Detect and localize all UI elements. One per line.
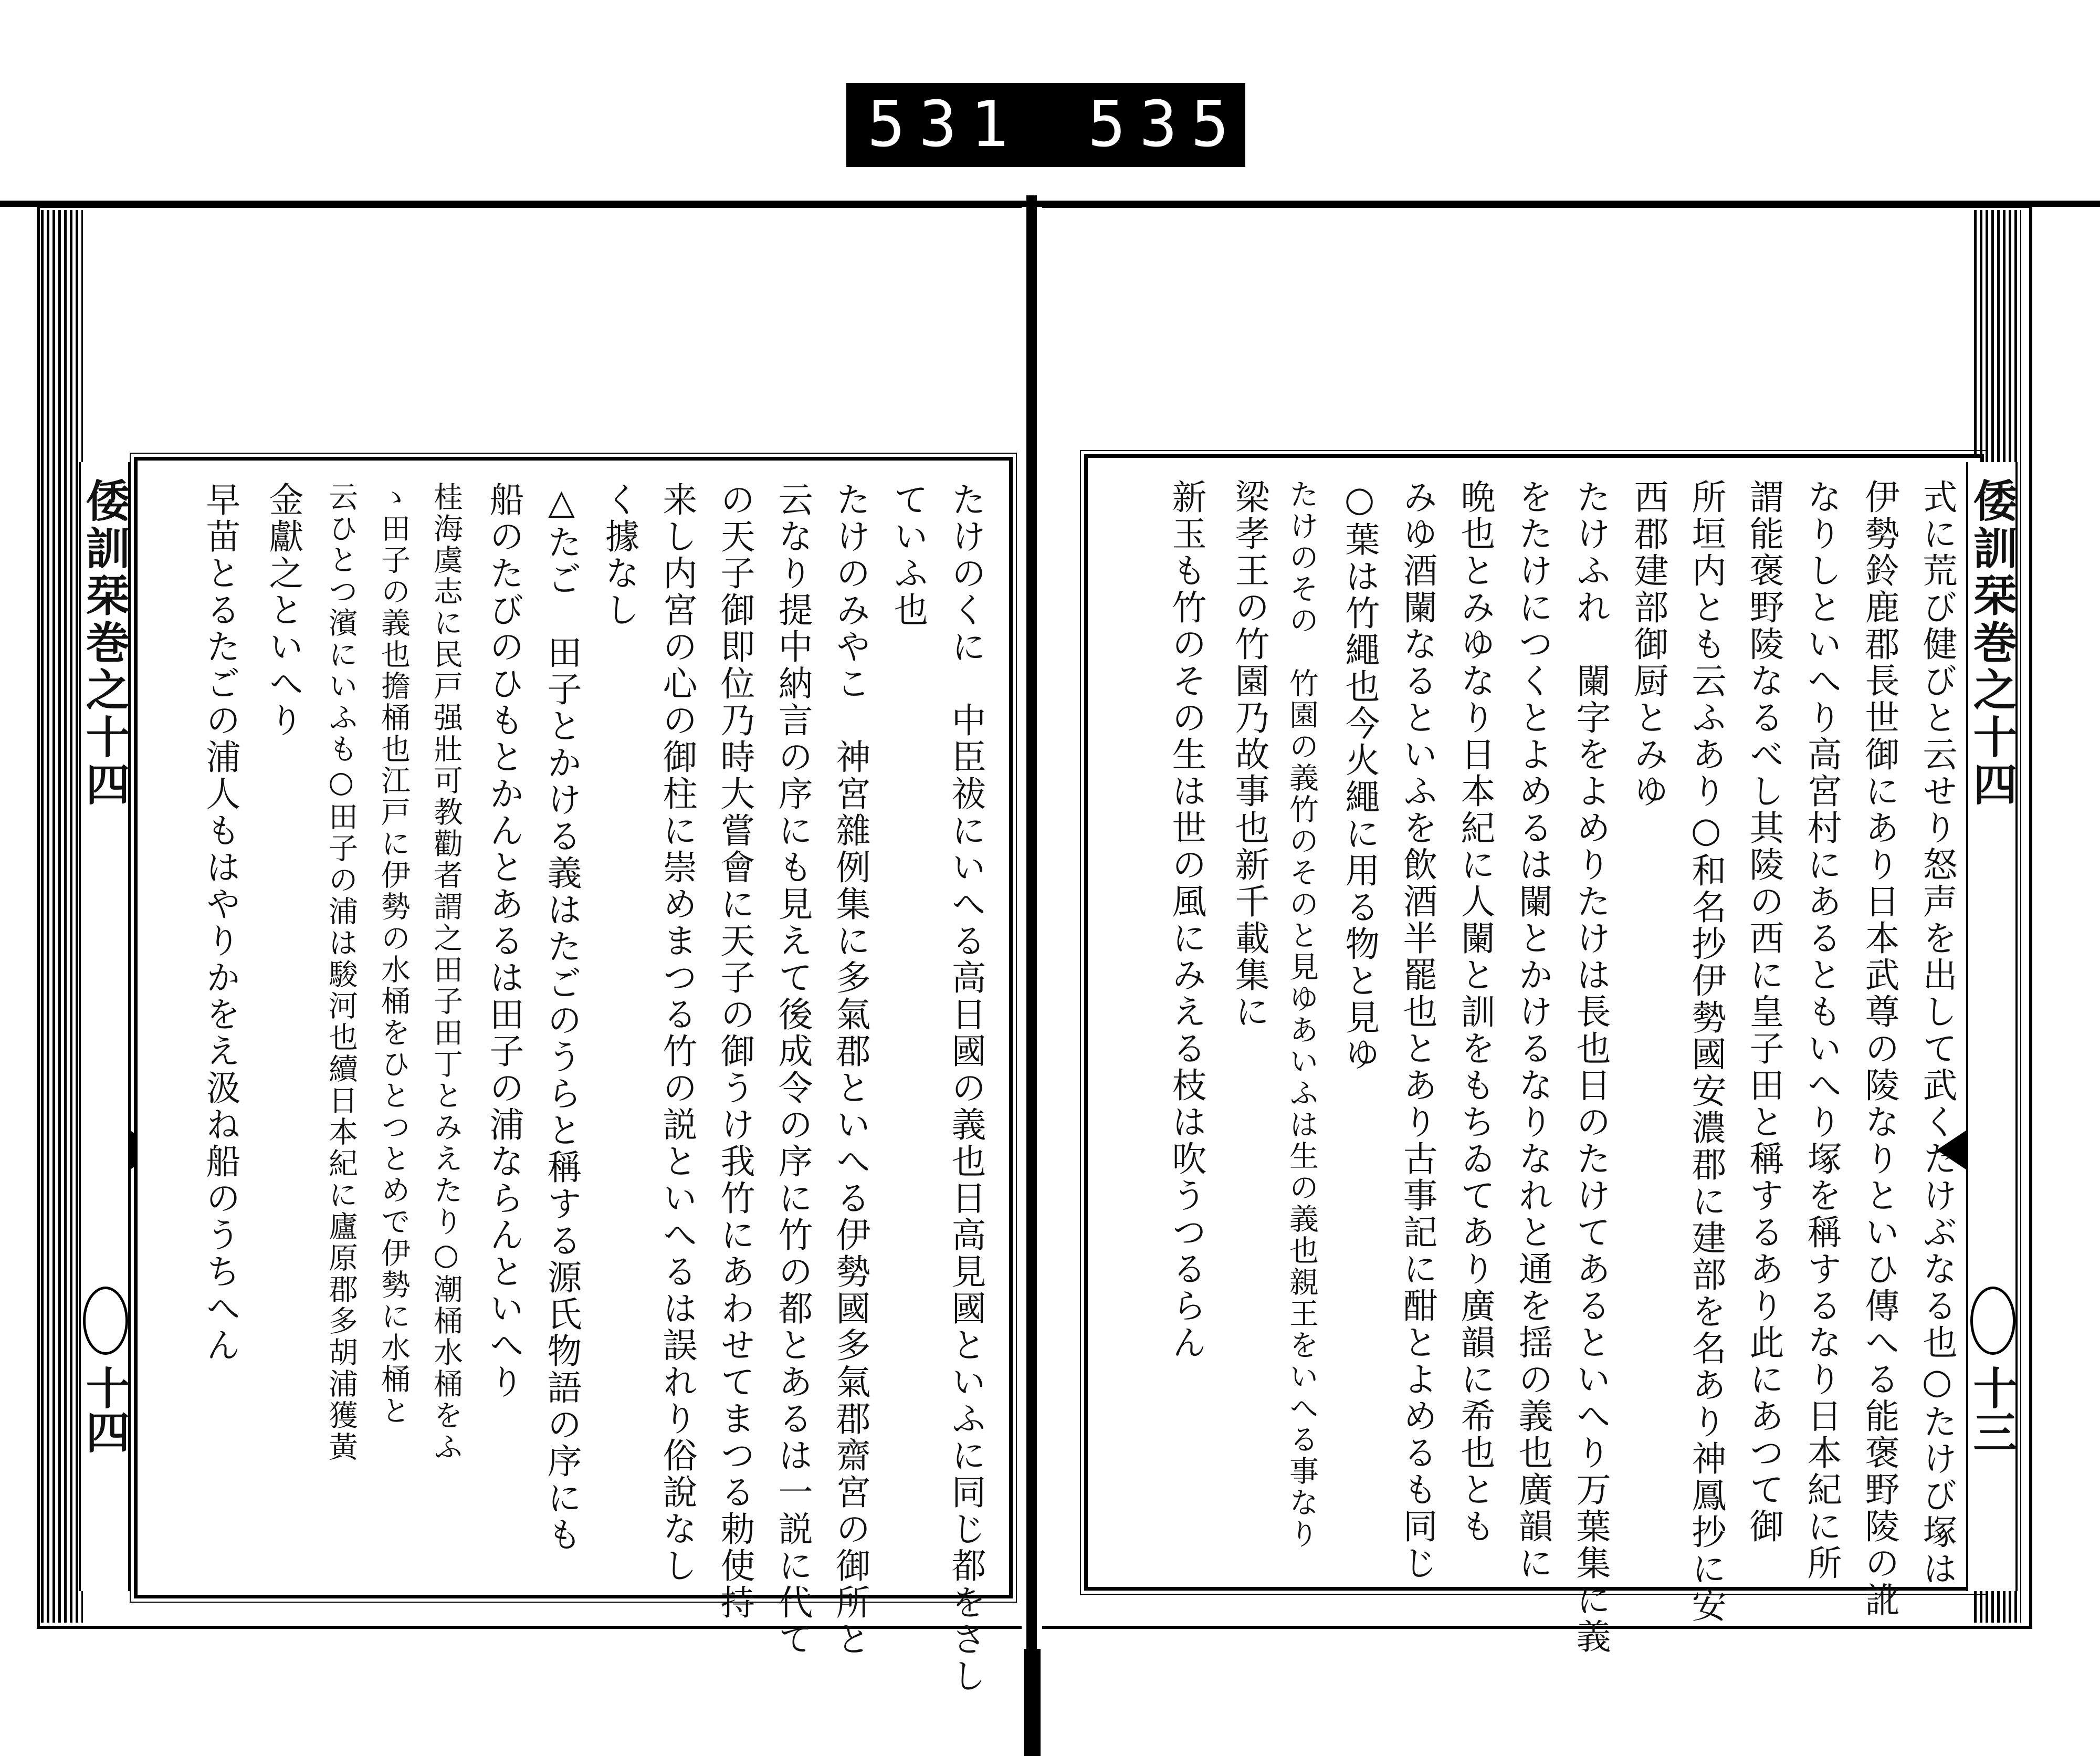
right-column-10: みゆ酒闌なるといふを飲酒半罷也とあり古事記に酣とよめるも同じ: [1397, 479, 1437, 1582]
left-column-14: 早苗とるたごの浦人もはやりかをえ汲ね船のうちへん: [200, 482, 240, 1364]
left-column-5: の天子御即位乃時大嘗會に天子の御うけ我竹にあわせてまつる勅使持: [715, 482, 755, 1621]
right-column-5: 所垣内とも云ふあり○和名抄伊勢國安濃郡に建部を名あり神鳳抄に安: [1686, 479, 1726, 1624]
right-spine-title-text: 倭訓栞: [1966, 478, 2018, 620]
left-column-3: たけのみやこ 神宮雜例集に多氣郡といへる伊勢國多氣郡齋宮の御所と: [830, 482, 870, 1658]
right-column-8: をたけにつくとよめるは闌とかけるなりなれと通を揺の義也廣韻に: [1513, 479, 1553, 1582]
left-folio: 十四: [79, 1365, 131, 1454]
frame-number-end: 535: [1088, 88, 1243, 161]
left-column-1: たけのくに 中臣祓にいへる高日國の義也日高見國といふに同じ都をさし: [946, 482, 986, 1695]
right-spine: [1966, 462, 2018, 1591]
right-spine-volume: 巻之十四: [1966, 620, 2018, 809]
left-text-frame: [134, 457, 1013, 1695]
right-folio: 十三: [1966, 1365, 2018, 1454]
left-column-10: 桂海虞志に民戸强壯可教勸者謂之田子田丁とみえたり○潮桶水桶をふ: [429, 482, 463, 1463]
left-spine-circle-mark: [83, 1287, 128, 1355]
left-spine-title-text: 倭訓栞: [79, 478, 131, 620]
frame-number-tag: [846, 83, 1245, 167]
left-column-11: ゝ田子の義也擔桶也江戸に伊勢の水桶をひとつとめで伊勢に水桶と: [376, 482, 411, 1427]
left-column-6: 来し内宮の心の御柱に崇めまつる竹の説といへるは誤れり俗說なし: [657, 482, 697, 1584]
left-spine-volume: 巻之十四: [79, 620, 131, 809]
binding-gutter-foot: [1024, 1649, 1041, 1756]
left-column-9: 船のたびのひもとかんとあるは田子の浦ならんといへり: [484, 482, 524, 1400]
right-spine-title: [1966, 478, 2018, 809]
left-column-7: く據なし: [599, 482, 639, 629]
binding-gutter: [1026, 195, 1037, 1756]
left-column-13: 金獻之といへり: [263, 482, 303, 739]
left-page-edges: [41, 210, 83, 1623]
left-spine: [79, 462, 130, 1591]
right-column-9: 晩也とみゆなり日本紀に人闌と訓をもちゐてあり廣韻に希也とも: [1455, 479, 1495, 1545]
right-column-11: ○葉は竹繩也今火繩に用る物と見ゆ: [1339, 479, 1380, 1073]
left-column-12: 云ひとつ濱にいふも○田子の浦は駿河也續日本紀に廬原郡多胡浦獲黃: [324, 482, 358, 1463]
right-column-7: たけふれ 闌字をよめりたけは長也日のたけてあるといへり万葉集に義: [1570, 479, 1611, 1655]
right-column-13: 梁孝王の竹園乃故事也新千載集に: [1229, 479, 1269, 1030]
right-column-3: なりしといへり高宮村にあるともいへり塚を稱するなり日本紀に所: [1801, 479, 1842, 1582]
left-column-4: 云なり提中納言の序にも見えて後成令の序に竹の都とあるは一説に代て: [772, 482, 813, 1658]
left-spine-title: [79, 478, 131, 809]
right-column-14: 新玉も竹のその生は世の風にみえる枝は吹うつるらん: [1166, 479, 1206, 1361]
right-spine-fold-mark: [1937, 1129, 1968, 1171]
right-column-6: 西郡建部御厨とみゆ: [1628, 479, 1668, 810]
right-column-12: たけのその 竹園の義竹のそのと見ゆあいふは生の義也親王をいへる事なり: [1285, 479, 1319, 1550]
left-column-8: △たご 田子とかける義はたごのうらと稱する源氏物語の序にも: [541, 482, 582, 1553]
right-column-4: 謂能褒野陵なるべし其陵の西に皇子田と稱するあり此にあつて御: [1744, 479, 1784, 1545]
frame-number-start: 531: [867, 88, 1022, 161]
right-column-1: 式に荒び健びと云せり怒声を出して武くたけぶなる也○たけび塚は: [1917, 479, 1957, 1587]
right-text-frame: [1084, 454, 1984, 1655]
left-column-2: ていふ也: [888, 482, 928, 629]
right-column-2: 伊勢鈴鹿郡長世御にあり日本武尊の陵なりといひ傳へる能褒野陵の訛: [1859, 479, 1899, 1618]
right-spine-circle-mark: [1970, 1287, 2015, 1355]
